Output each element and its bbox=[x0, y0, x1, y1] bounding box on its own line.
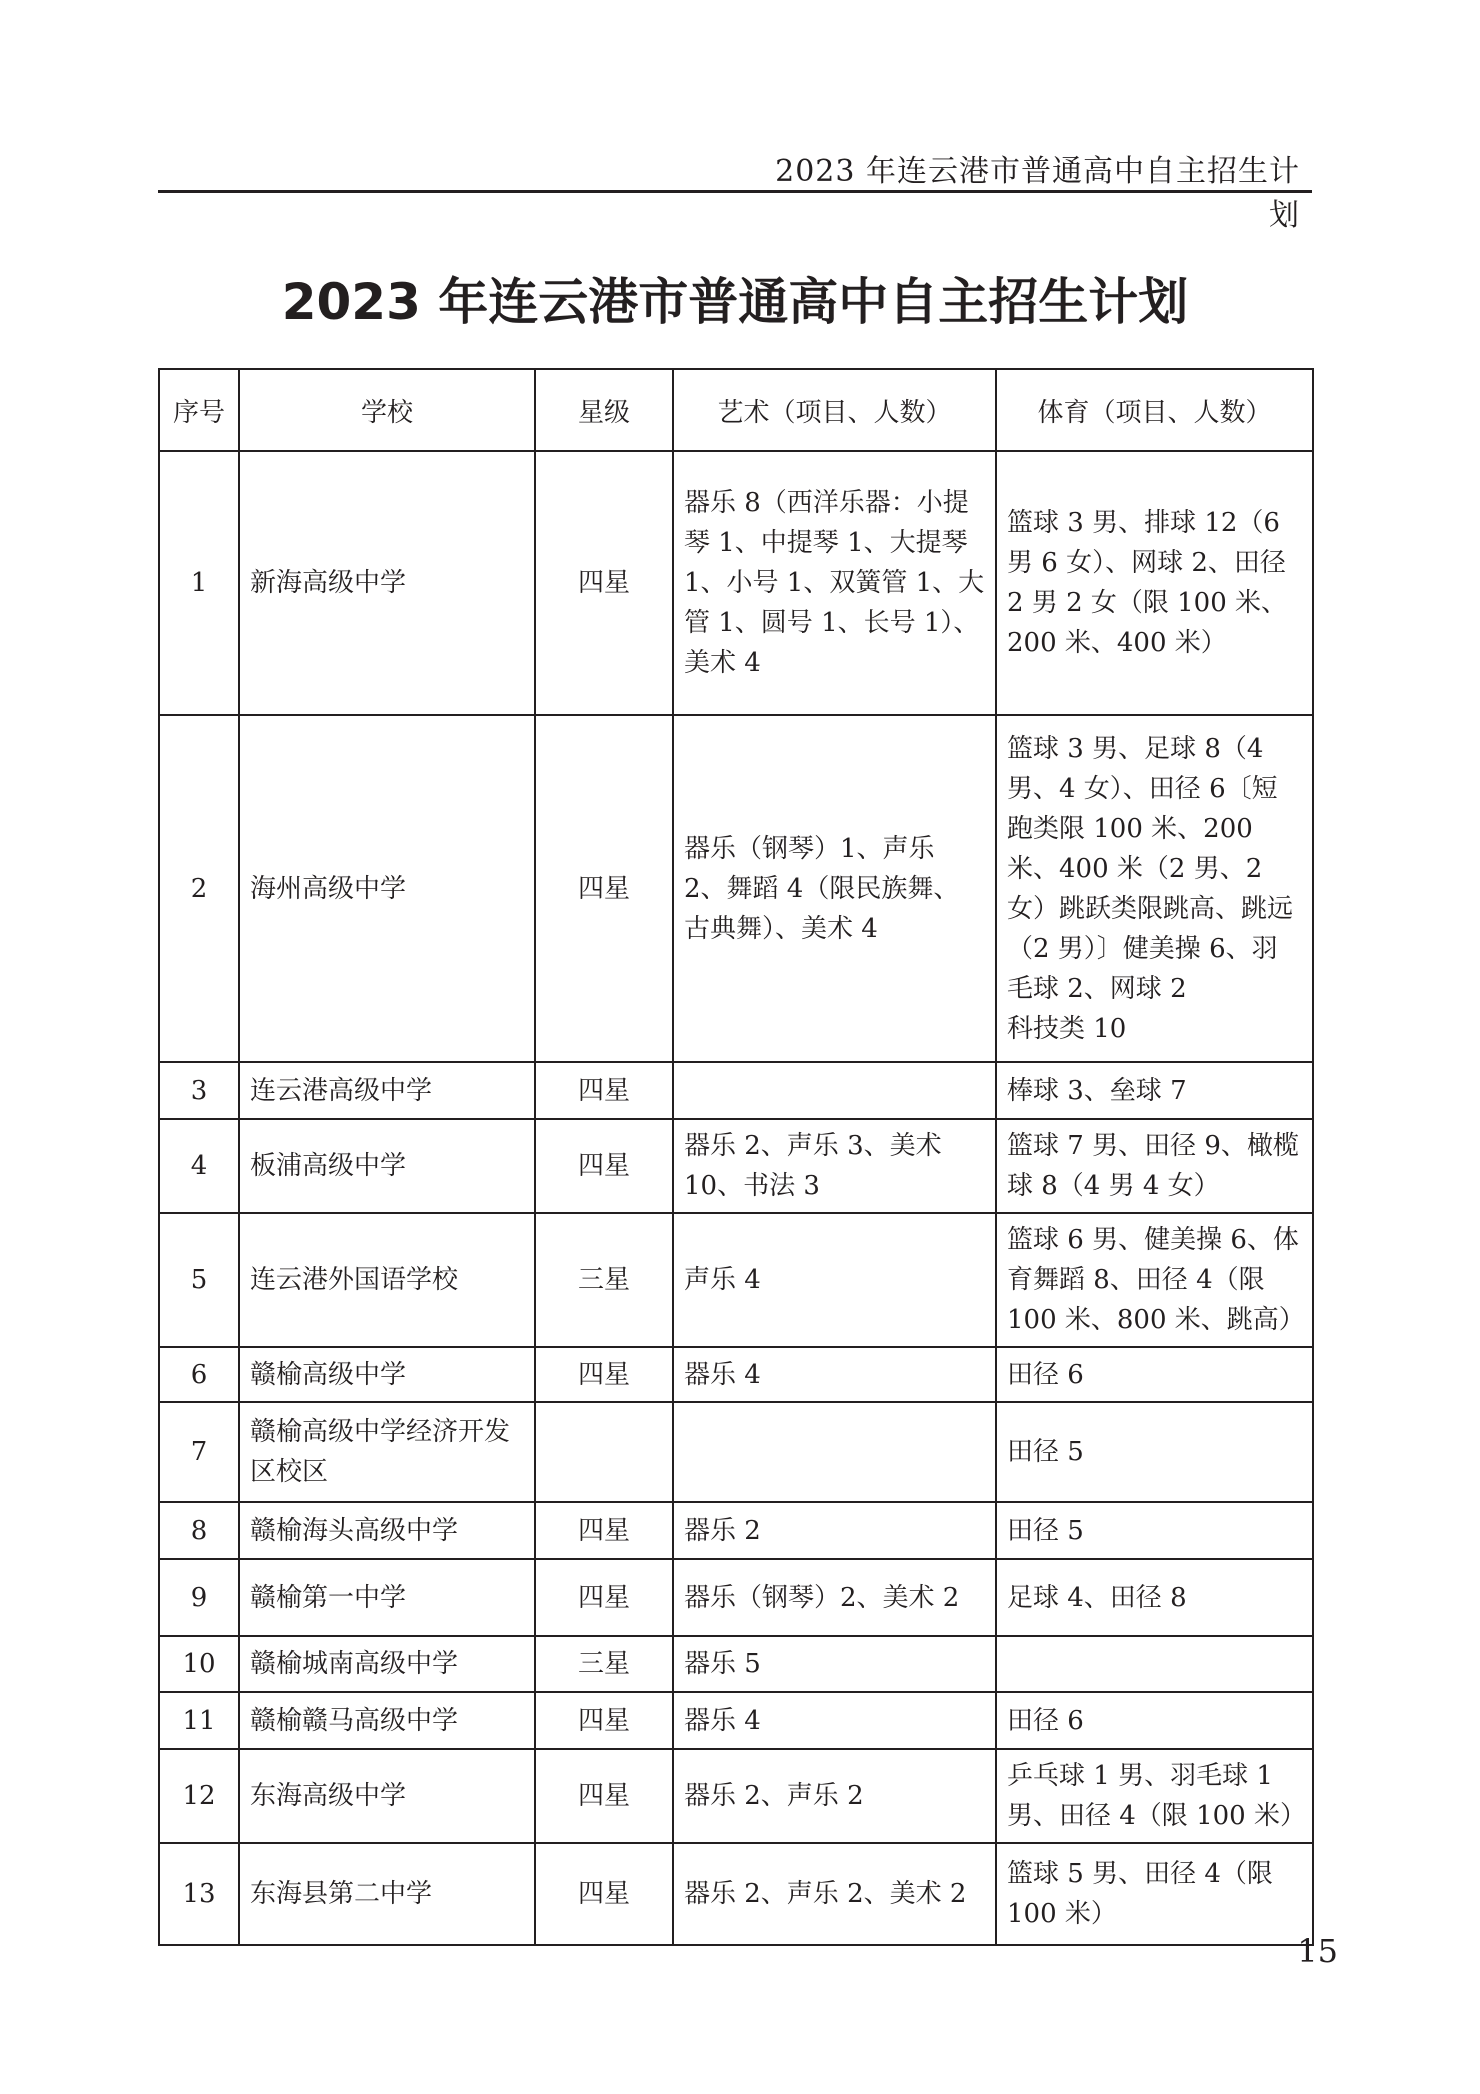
cell-sports: 篮球 7 男、田径 9、橄榄球 8（4 男 4 女） bbox=[996, 1119, 1313, 1213]
cell-star: 四星 bbox=[535, 1843, 673, 1945]
cell-school: 赣榆海头高级中学 bbox=[239, 1502, 535, 1559]
cell-art: 器乐 2、声乐 2、美术 2 bbox=[673, 1843, 996, 1945]
cell-school: 新海高级中学 bbox=[239, 451, 535, 715]
cell-star: 三星 bbox=[535, 1636, 673, 1692]
cell-sports-extra: 科技类 10 bbox=[1007, 1013, 1127, 1044]
cell-index: 5 bbox=[159, 1213, 239, 1347]
cell-art: 器乐 5 bbox=[673, 1636, 996, 1692]
cell-star: 四星 bbox=[535, 1347, 673, 1402]
cell-art: 器乐（钢琴）1、声乐 2、舞蹈 4（限民族舞、古典舞）、美术 4 bbox=[673, 715, 996, 1062]
column-header-art: 艺术（项目、人数） bbox=[673, 369, 996, 451]
cell-art bbox=[673, 1062, 996, 1119]
cell-star: 四星 bbox=[535, 1119, 673, 1213]
table-row bbox=[159, 1692, 1313, 1749]
cell-sports: 足球 4、田径 8 bbox=[996, 1559, 1313, 1636]
column-header-sports: 体育（项目、人数） bbox=[996, 369, 1313, 451]
cell-star: 四星 bbox=[535, 1502, 673, 1559]
cell-star: 四星 bbox=[535, 1692, 673, 1749]
table-header-row bbox=[159, 369, 1313, 451]
cell-index: 7 bbox=[159, 1402, 239, 1502]
cell-school: 海州高级中学 bbox=[239, 715, 535, 1062]
table-row bbox=[159, 1559, 1313, 1636]
cell-sports bbox=[996, 1636, 1313, 1692]
cell-star: 四星 bbox=[535, 1749, 673, 1843]
cell-school: 板浦高级中学 bbox=[239, 1119, 535, 1213]
cell-school: 赣榆第一中学 bbox=[239, 1559, 535, 1636]
cell-art: 器乐 2 bbox=[673, 1502, 996, 1559]
cell-index: 10 bbox=[159, 1636, 239, 1692]
cell-index: 12 bbox=[159, 1749, 239, 1843]
header-rule bbox=[158, 190, 1312, 193]
cell-art: 声乐 4 bbox=[673, 1213, 996, 1347]
cell-star: 四星 bbox=[535, 1062, 673, 1119]
cell-index: 8 bbox=[159, 1502, 239, 1559]
column-header-star: 星级 bbox=[535, 369, 673, 451]
cell-school: 东海高级中学 bbox=[239, 1749, 535, 1843]
table-row bbox=[159, 1843, 1313, 1945]
table-row bbox=[159, 1347, 1313, 1402]
cell-sports: 乒乓球 1 男、羽毛球 1 男、田径 4（限 100 米） bbox=[996, 1749, 1313, 1843]
cell-sports: 篮球 5 男、田径 4（限 100 米） bbox=[996, 1843, 1313, 1945]
cell-index: 2 bbox=[159, 715, 239, 1062]
cell-sports: 篮球 3 男、排球 12（6 男 6 女）、网球 2、田径 2 男 2 女（限 100 米、200 米、400 米） bbox=[996, 451, 1313, 715]
cell-art: 器乐 2、声乐 2 bbox=[673, 1749, 996, 1843]
cell-sports: 田径 5 bbox=[996, 1502, 1313, 1559]
cell-star bbox=[535, 1402, 673, 1502]
cell-index: 1 bbox=[159, 451, 239, 715]
cell-index: 9 bbox=[159, 1559, 239, 1636]
cell-index: 11 bbox=[159, 1692, 239, 1749]
cell-school: 连云港高级中学 bbox=[239, 1062, 535, 1119]
cell-star: 四星 bbox=[535, 715, 673, 1062]
table-row bbox=[159, 1402, 1313, 1502]
table-row bbox=[159, 1636, 1313, 1692]
cell-sports: 田径 6 bbox=[996, 1347, 1313, 1402]
cell-star: 四星 bbox=[535, 451, 673, 715]
cell-school: 东海县第二中学 bbox=[239, 1843, 535, 1945]
cell-school: 赣榆高级中学 bbox=[239, 1347, 535, 1402]
cell-sports-group bbox=[996, 715, 1313, 1062]
cell-star: 三星 bbox=[535, 1213, 673, 1347]
table-row bbox=[159, 1749, 1313, 1843]
cell-sports: 棒球 3、垒球 7 bbox=[996, 1062, 1313, 1119]
page-title: 2023 年连云港市普通高中自主招生计划 bbox=[281, 273, 1189, 331]
table-row bbox=[159, 1119, 1313, 1213]
enrollment-plan-table bbox=[158, 368, 1314, 1946]
table-row bbox=[159, 451, 1313, 715]
cell-art bbox=[673, 1402, 996, 1502]
cell-art: 器乐 2、声乐 3、美术 10、书法 3 bbox=[673, 1119, 996, 1213]
column-header-index: 序号 bbox=[159, 369, 239, 451]
cell-sports: 田径 5 bbox=[996, 1402, 1313, 1502]
cell-star: 四星 bbox=[535, 1559, 673, 1636]
cell-school: 连云港外国语学校 bbox=[239, 1213, 535, 1347]
running-header: 2023 年连云港市普通高中自主招生计划 bbox=[775, 154, 1300, 233]
table-row bbox=[159, 1502, 1313, 1559]
cell-index: 13 bbox=[159, 1843, 239, 1945]
page-number: 15 bbox=[1297, 1932, 1338, 1970]
table-row bbox=[159, 715, 1313, 1062]
cell-sports: 篮球 3 男、足球 8（4 男、4 女）、田径 6〔短跑类限 100 米、200 米、400 米（2 男、2 女）跳跃类限跳高、跳远（2 男）〕健美操 6、羽毛球 2、网球 2 bbox=[1007, 733, 1294, 1004]
cell-school: 赣榆城南高级中学 bbox=[239, 1636, 535, 1692]
cell-school: 赣榆赣马高级中学 bbox=[239, 1692, 535, 1749]
cell-index: 3 bbox=[159, 1062, 239, 1119]
cell-index: 4 bbox=[159, 1119, 239, 1213]
table-row bbox=[159, 1213, 1313, 1347]
table-row bbox=[159, 1062, 1313, 1119]
cell-art: 器乐（钢琴）2、美术 2 bbox=[673, 1559, 996, 1636]
cell-art: 器乐 4 bbox=[673, 1692, 996, 1749]
cell-sports: 篮球 6 男、健美操 6、体育舞蹈 8、田径 4（限 100 米、800 米、跳高） bbox=[996, 1213, 1313, 1347]
column-header-school: 学校 bbox=[239, 369, 535, 451]
cell-index: 6 bbox=[159, 1347, 239, 1402]
cell-school: 赣榆高级中学经济开发区校区 bbox=[239, 1402, 535, 1502]
cell-art: 器乐 4 bbox=[673, 1347, 996, 1402]
cell-sports: 田径 6 bbox=[996, 1692, 1313, 1749]
cell-art: 器乐 8（西洋乐器：小提琴 1、中提琴 1、大提琴 1、小号 1、双簧管 1、大管 1、圆号 1、长号 1）、美术 4 bbox=[673, 451, 996, 715]
